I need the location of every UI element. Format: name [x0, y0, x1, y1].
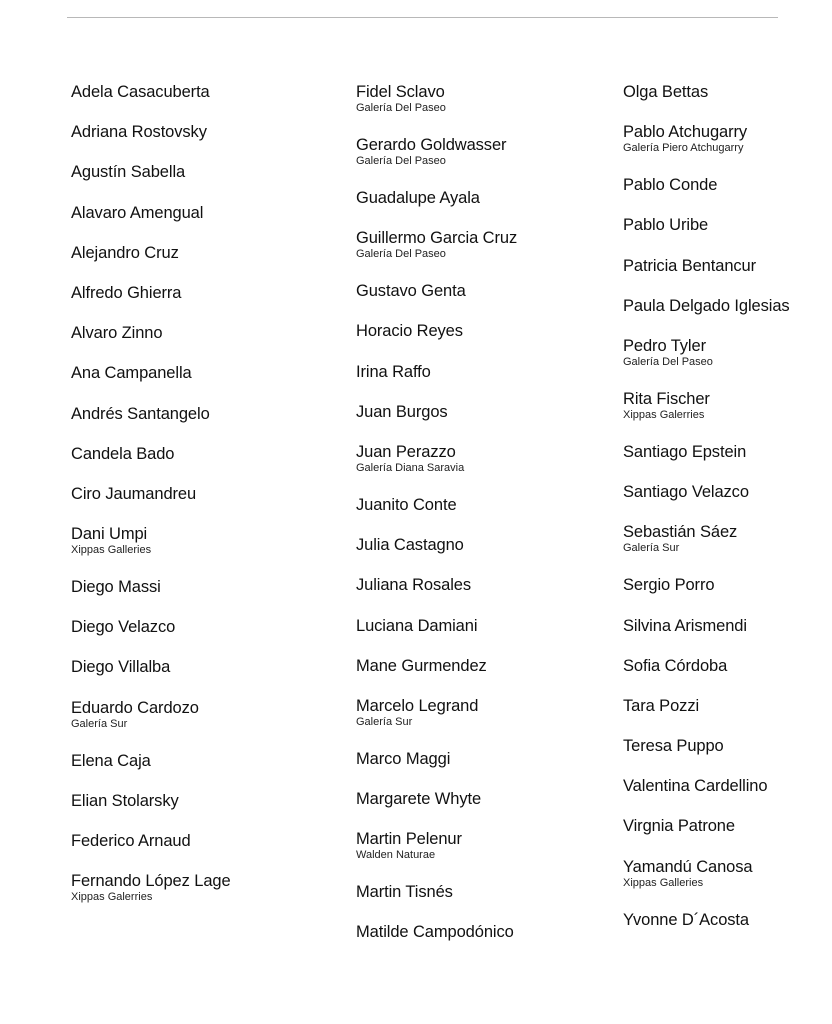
artist-name-link[interactable]: Luciana Damiani [356, 616, 478, 635]
artist-gallery-label: Galería Sur [623, 542, 680, 555]
artist-list-item[interactable] [623, 82, 828, 122]
artist-name-link[interactable]: Pedro Tyler [623, 336, 706, 355]
artist-gallery-label: Xippas Galerries [71, 891, 153, 904]
artist-gallery-label: Galería Del Paseo [356, 155, 446, 167]
artist-name-link[interactable]: Ciro Jaumandreu [71, 484, 197, 503]
artist-list-item[interactable] [623, 776, 828, 816]
artist-gallery-label: Walden Naturae [356, 849, 436, 862]
artist-name-link[interactable]: Gustavo Genta [356, 282, 466, 301]
artist-name-link[interactable]: Pablo Atchugarry [623, 123, 748, 142]
artist-list-item[interactable] [71, 484, 331, 524]
artist-list-item[interactable] [623, 175, 828, 215]
artist-list-item[interactable] [71, 162, 331, 202]
artist-list-item[interactable] [356, 656, 616, 696]
artist-name-link[interactable]: Irina Raffo [356, 362, 431, 381]
artist-name-link[interactable]: Tara Pozzi [623, 696, 700, 715]
artist-list-item[interactable] [356, 882, 616, 922]
artist-list-item[interactable] [356, 829, 616, 882]
artist-list-item[interactable] [71, 323, 331, 363]
artist-list-item[interactable] [623, 122, 828, 175]
artist-name-link[interactable]: Fidel Sclavo [356, 83, 445, 101]
artist-name-link[interactable]: Horacio Reyes [356, 322, 463, 341]
artist-list-item[interactable] [623, 656, 828, 696]
artist-list-item[interactable] [71, 444, 331, 484]
artist-list-item[interactable] [71, 404, 331, 444]
artist-name-link[interactable]: Adela Casacuberta [71, 83, 210, 101]
artist-list-item[interactable] [356, 696, 616, 749]
artist-list-item[interactable] [356, 281, 616, 321]
artist-name-link[interactable]: Gerardo Goldwasser [356, 136, 507, 154]
artist-name-link[interactable]: Valentina Cardellino [623, 777, 768, 796]
artist-column-1 [71, 82, 331, 924]
artist-name-link[interactable]: Marco Maggi [356, 749, 451, 768]
artist-gallery-label: Galería Piero Atchugarry [623, 142, 744, 155]
artist-name-link[interactable]: Candela Bado [71, 444, 175, 463]
artist-list-item[interactable] [623, 616, 828, 656]
artist-list-item[interactable] [356, 188, 616, 228]
artist-list-item[interactable] [71, 122, 331, 162]
artist-list-item[interactable] [356, 321, 616, 361]
artist-list-item[interactable] [356, 442, 616, 495]
artist-name-link[interactable]: Juan Perazzo [356, 442, 456, 461]
artist-list-item[interactable] [356, 82, 616, 135]
artist-list-item[interactable] [356, 135, 616, 188]
artist-name-link[interactable]: Teresa Puppo [623, 737, 724, 756]
artist-name-link[interactable]: Elena Caja [71, 751, 151, 770]
artist-name-link[interactable]: Silvina Arismendi [623, 616, 747, 635]
artist-name-link[interactable]: Federico Arnaud [71, 832, 191, 850]
artist-gallery-label: Galería Del Paseo [356, 248, 446, 261]
artist-list-item[interactable] [71, 698, 331, 751]
artist-name-link[interactable]: Juliana Rosales [356, 576, 471, 595]
artist-gallery-label: Galería Diana Saravia [356, 461, 465, 474]
artist-name-link[interactable]: Matilde Campodónico [356, 923, 514, 942]
artist-name-link[interactable]: Olga Bettas [623, 83, 709, 101]
artist-name-link[interactable]: Diego Villalba [71, 658, 171, 677]
artist-name-link[interactable]: Alejandro Cruz [71, 243, 179, 262]
artist-name-link[interactable]: Santiago Epstein [623, 442, 747, 461]
artist-gallery-label: Xippas Galleries [623, 876, 704, 889]
artist-list-item[interactable] [356, 535, 616, 575]
artist-list-item[interactable] [623, 857, 828, 910]
artist-list-item[interactable] [71, 203, 331, 243]
artist-gallery-label: Galería Del Paseo [623, 355, 713, 368]
artist-list-item[interactable] [71, 243, 331, 283]
artist-name-link[interactable]: Sebastián Sáez [623, 523, 738, 542]
artist-list-item[interactable] [623, 736, 828, 776]
artist-name-link[interactable]: Martin Pelenur [356, 830, 462, 849]
artist-name-link[interactable]: Alvaro Zinno [71, 324, 163, 343]
artist-list-item[interactable] [356, 228, 616, 281]
artist-list-item[interactable] [71, 871, 331, 924]
artist-name-link[interactable]: Guadalupe Ayala [356, 189, 480, 207]
artist-list-item[interactable] [623, 482, 828, 522]
artist-list-item[interactable] [71, 82, 331, 122]
artist-name-link[interactable]: Dani Umpi [71, 525, 148, 544]
artist-list-item[interactable] [71, 831, 331, 871]
artist-name-link[interactable]: Rita Fischer [623, 389, 710, 408]
artist-list-item[interactable] [356, 495, 616, 535]
artist-list-item[interactable] [623, 575, 828, 615]
artist-name-link[interactable]: Fernando López Lage [71, 872, 231, 891]
artist-list-item[interactable] [356, 922, 616, 962]
artist-name-link[interactable]: Juan Burgos [356, 402, 448, 421]
artist-name-link[interactable]: Sofia Córdoba [623, 656, 728, 675]
artist-name-link[interactable]: Eduardo Cardozo [71, 698, 199, 717]
artist-list-item[interactable] [356, 575, 616, 615]
artist-name-link[interactable]: Yvonne D´Acosta [623, 910, 749, 929]
artist-list-item[interactable] [623, 256, 828, 296]
artist-name-link[interactable]: Alavaro Amengual [71, 203, 204, 222]
artist-name-link[interactable]: Agustín Sabella [71, 163, 186, 182]
artist-gallery-label: Xippas Galerries [623, 408, 705, 421]
artist-list-item[interactable] [623, 910, 828, 950]
artist-list-item[interactable] [71, 577, 331, 617]
artist-column-3 [623, 82, 828, 950]
top-divider [67, 17, 778, 18]
artist-list-item[interactable] [71, 751, 331, 791]
artist-list-item[interactable] [623, 336, 828, 389]
artist-list-item[interactable] [623, 442, 828, 482]
artist-gallery-label: Xippas Galleries [71, 544, 152, 557]
artist-list-item[interactable] [623, 522, 828, 575]
artist-list-item[interactable] [71, 283, 331, 323]
artist-list-item[interactable] [71, 657, 331, 697]
artist-name-link[interactable]: Ana Campanella [71, 364, 192, 383]
artist-list-item[interactable] [356, 749, 616, 789]
artist-name-link[interactable]: Alfredo Ghierra [71, 283, 182, 302]
artist-gallery-label: Galería Sur [356, 715, 413, 728]
artist-name-link[interactable]: Julia Castagno [356, 536, 464, 555]
artist-name-link[interactable]: Santiago Velazco [623, 483, 749, 502]
artist-name-link[interactable]: Diego Velazco [71, 618, 176, 637]
artist-name-link[interactable]: Marcelo Legrand [356, 696, 479, 715]
artist-name-link[interactable]: Guillermo Garcia Cruz [356, 229, 518, 248]
artist-name-link[interactable]: Adriana Rostovsky [71, 123, 207, 142]
artist-list-item[interactable] [356, 789, 616, 829]
artist-list-item[interactable] [71, 617, 331, 657]
artist-name-link[interactable]: Mane Gurmendez [356, 656, 487, 675]
artist-column-2 [356, 82, 616, 963]
artist-name-link[interactable]: Sergio Porro [623, 576, 715, 595]
artist-name-link[interactable]: Pablo Uribe [623, 216, 709, 235]
artist-list-item[interactable] [623, 296, 828, 336]
artist-name-link[interactable]: Margarete Whyte [356, 790, 482, 809]
artist-list-item[interactable] [623, 696, 828, 736]
artist-name-link[interactable]: Diego Massi [71, 578, 161, 597]
artist-name-link[interactable]: Patricia Bentancur [623, 256, 757, 275]
artist-list-item[interactable] [356, 616, 616, 656]
artist-list-item[interactable] [356, 362, 616, 402]
artist-name-link[interactable]: Paula Delgado Iglesias [623, 296, 790, 315]
artist-list-item[interactable] [71, 791, 331, 831]
artist-name-link[interactable]: Virgnia Patrone [623, 817, 735, 836]
artist-name-link[interactable]: Yamandú Canosa [623, 857, 753, 876]
artist-list-item[interactable] [71, 524, 331, 577]
artist-gallery-label: Galería Sur [71, 717, 128, 730]
artist-name-link[interactable]: Juanito Conte [356, 495, 457, 514]
artist-gallery-label: Galería Del Paseo [356, 102, 446, 114]
artist-name-link[interactable]: Elian Stolarsky [71, 791, 179, 810]
artist-list-item[interactable] [623, 389, 828, 442]
artist-list-item[interactable] [356, 402, 616, 442]
artist-name-link[interactable]: Pablo Conde [623, 176, 718, 195]
artist-name-link[interactable]: Martin Tisnés [356, 883, 453, 902]
artist-name-link[interactable]: Andrés Santangelo [71, 404, 210, 423]
artist-list-item[interactable] [623, 215, 828, 255]
artist-list-item[interactable] [623, 816, 828, 856]
artist-list-item[interactable] [71, 363, 331, 403]
